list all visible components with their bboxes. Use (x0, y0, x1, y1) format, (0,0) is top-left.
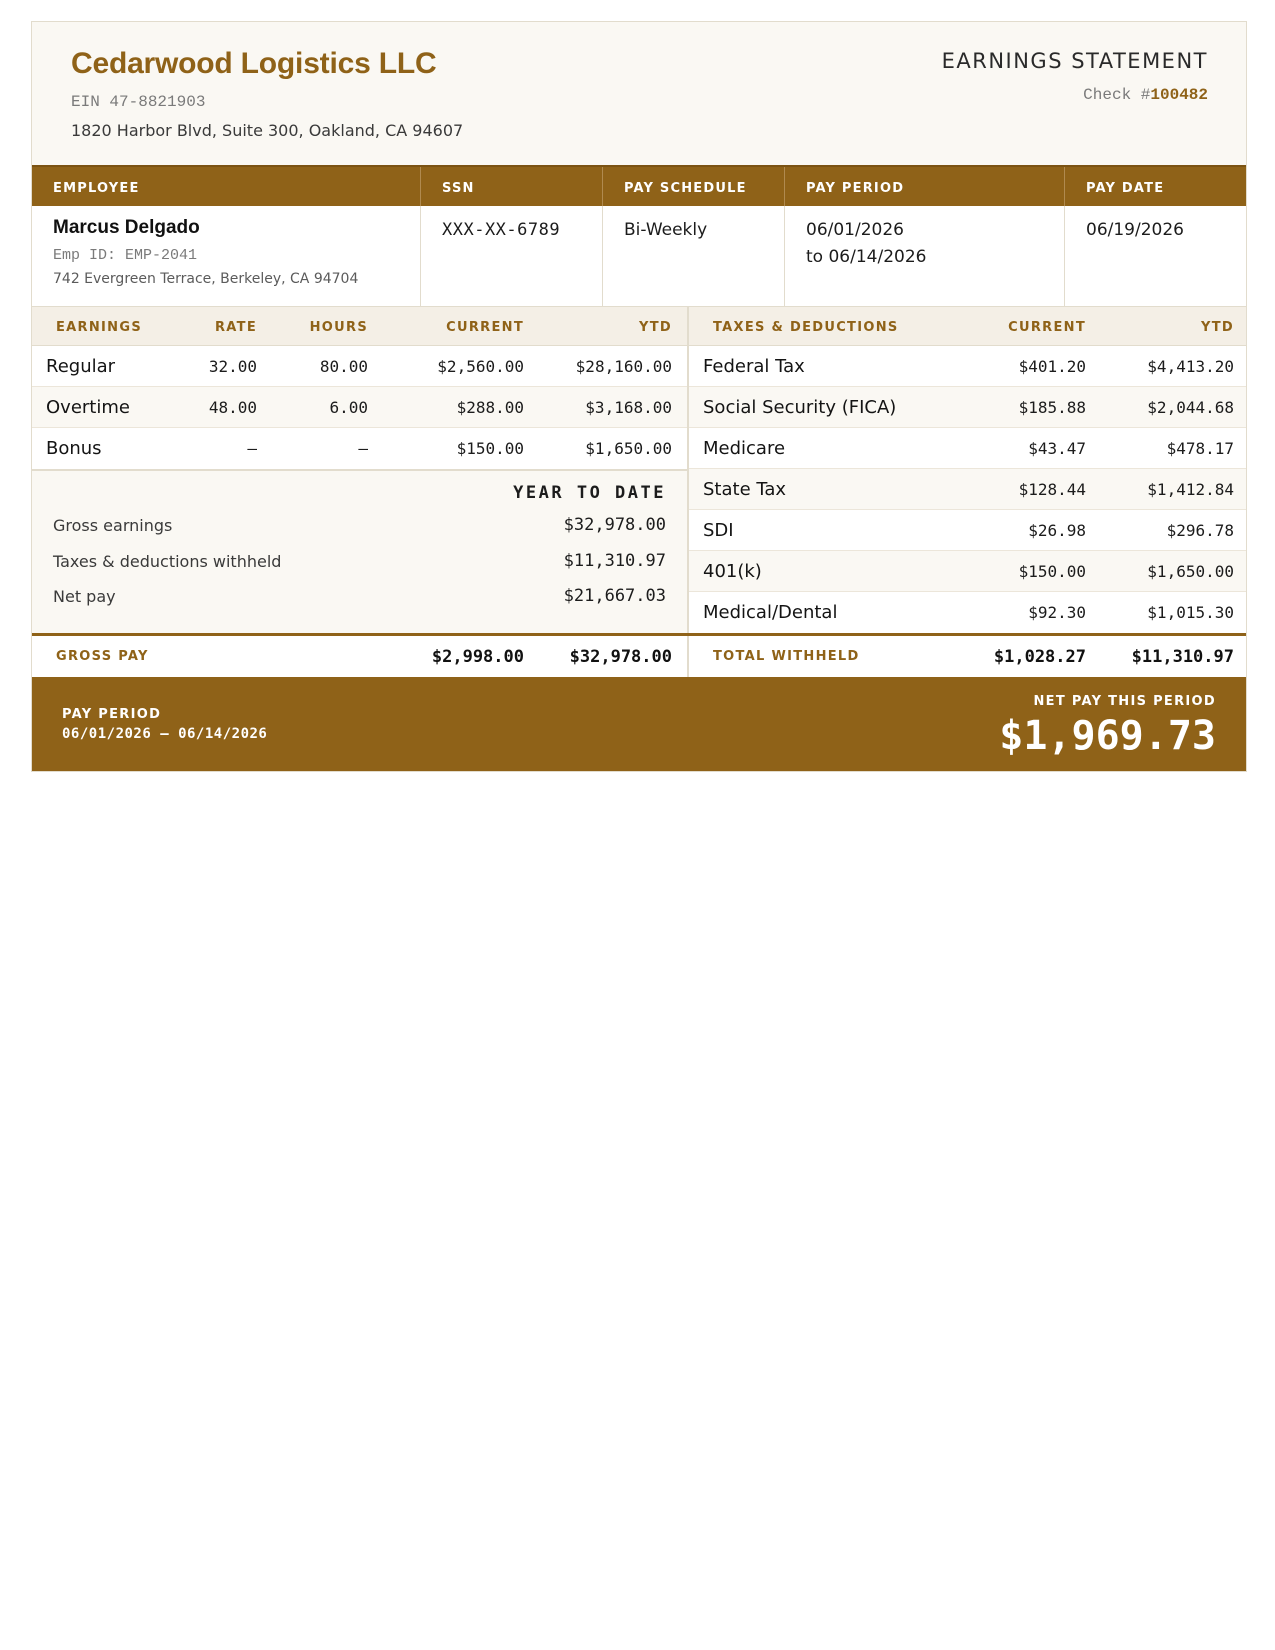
pay-date-value: 06/19/2026 (1086, 220, 1184, 240)
table-row (32, 428, 687, 469)
check-prefix: Check # (1083, 86, 1151, 104)
deductions-col-current: CURRENT (1008, 320, 1086, 335)
earning-current: $288.00 (456, 397, 524, 417)
deduction-ytd: $2,044.68 (1147, 397, 1234, 417)
check-number-line (1083, 86, 1208, 104)
table-row (689, 428, 1246, 469)
deduction-ytd: $1,650.00 (1147, 561, 1234, 581)
total-withheld-current: $1,028.27 (993, 646, 1086, 667)
earning-current: $2,560.00 (437, 356, 524, 376)
total-withheld-ytd: $11,310.97 (1131, 646, 1234, 667)
footer-period-label: PAY PERIOD (62, 707, 162, 722)
document-title: EARNINGS STATEMENT (941, 49, 1208, 73)
ytd-value: $21,667.03 (563, 586, 666, 606)
earnings-col-rate: RATE (214, 320, 257, 335)
deduction-current: $150.00 (1018, 561, 1086, 581)
deduction-label: 401(k) (703, 560, 762, 582)
ytd-value: $32,978.00 (563, 515, 666, 535)
gross-pay-label: GROSS PAY (56, 649, 149, 664)
gross-pay-current: $2,998.00 (431, 646, 524, 667)
earning-label: Overtime (46, 396, 130, 418)
ytd-value: $11,310.97 (563, 551, 666, 571)
deductions-col-ytd: YTD (1201, 320, 1234, 335)
net-pay-amount: $1,969.73 (999, 713, 1216, 759)
company-address: 1820 Harbor Blvd, Suite 300, Oakland, CA 94607 (71, 121, 464, 140)
totals-row (32, 633, 1246, 677)
ytd-summary-title: YEAR TO DATE (513, 483, 666, 503)
earnings-header-row (32, 307, 687, 346)
earning-hours: 80.00 (319, 356, 368, 376)
ytd-row (53, 515, 666, 535)
ytd-label: Taxes & deductions withheld (53, 551, 282, 571)
deduction-label: Federal Tax (703, 355, 805, 377)
company-name: Cedarwood Logistics LLC (71, 47, 437, 80)
ssn-value: XXX-XX-6789 (442, 220, 561, 240)
total-withheld (689, 636, 1246, 677)
table-row (689, 387, 1246, 428)
table-row (32, 387, 687, 428)
deductions-header-row (689, 307, 1246, 346)
deduction-label: State Tax (703, 478, 787, 500)
ytd-summary (32, 469, 687, 631)
deduction-ytd: $1,412.84 (1147, 479, 1234, 499)
company-ein: EIN 47-8821903 (71, 93, 206, 111)
employee-id: Emp ID: EMP-2041 (53, 247, 198, 264)
deductions-table (689, 307, 1246, 633)
info-header-employee: EMPLOYEE (32, 167, 421, 206)
net-pay-footer (32, 677, 1246, 771)
deduction-label: Medical/Dental (703, 602, 838, 623)
deduction-current: $185.88 (1018, 397, 1086, 417)
earning-ytd: $28,160.00 (575, 356, 672, 376)
table-row (689, 346, 1246, 387)
earning-ytd: $3,168.00 (585, 397, 672, 417)
earnings-col-earnings: EARNINGS (56, 320, 142, 335)
table-row (689, 592, 1246, 633)
earning-label: Regular (46, 355, 116, 377)
deduction-label: SDI (703, 519, 734, 541)
ytd-label: Net pay (53, 586, 116, 606)
pay-schedule-cell (603, 206, 785, 306)
deduction-label: Medicare (703, 437, 786, 459)
deduction-ytd: $1,015.30 (1147, 603, 1234, 622)
earnings-statement (31, 21, 1247, 772)
ssn-cell (421, 206, 603, 306)
earning-hours: — (358, 439, 368, 458)
earnings-col-hours: HOURS (309, 320, 368, 335)
employee-cell (32, 206, 421, 306)
info-header-pay-period: PAY PERIOD (785, 167, 1065, 206)
ytd-label: Gross earnings (53, 515, 173, 535)
table-row (32, 346, 687, 387)
pay-period-cell (785, 206, 1065, 306)
info-header-pay-schedule: PAY SCHEDULE (603, 167, 785, 206)
deduction-ytd: $478.17 (1166, 438, 1234, 458)
info-header-pay-date: PAY DATE (1086, 181, 1165, 196)
table-row (689, 510, 1246, 551)
info-header-ssn: SSN (421, 167, 603, 206)
deduction-current: $26.98 (1028, 520, 1086, 540)
tables-section (32, 307, 1246, 633)
deduction-current: $401.20 (1018, 356, 1086, 376)
pay-period-start: 06/01/2026 (806, 220, 904, 240)
ytd-row (53, 586, 666, 606)
employee-address: 742 Evergreen Terrace, Berkeley, CA 94704 (53, 271, 359, 287)
deduction-current: $92.30 (1028, 603, 1086, 622)
net-pay-label: NET PAY THIS PERIOD (1033, 694, 1216, 709)
earnings-table (32, 307, 689, 633)
earning-hours: 6.00 (329, 397, 368, 417)
total-withheld-label: TOTAL WITHHELD (713, 649, 860, 664)
ytd-row (53, 551, 666, 571)
footer-period-range: 06/01/2026 – 06/14/2026 (62, 726, 268, 742)
table-row (689, 551, 1246, 592)
earning-label: Bonus (46, 438, 102, 459)
earning-current: $150.00 (456, 439, 524, 458)
pay-period-end: to 06/14/2026 (806, 247, 927, 267)
deduction-ytd: $296.78 (1166, 520, 1234, 540)
pay-schedule-value: Bi-Weekly (624, 220, 708, 240)
deduction-label: Social Security (FICA) (703, 396, 897, 418)
earnings-col-current: CURRENT (446, 320, 524, 335)
gross-pay-ytd: $32,978.00 (569, 646, 672, 667)
employee-name: Marcus Delgado (53, 217, 200, 238)
earning-rate: 48.00 (208, 397, 257, 417)
info-body-row (32, 206, 1246, 307)
table-row (689, 469, 1246, 510)
statement-header (32, 22, 1246, 165)
pay-date-cell (1065, 206, 1246, 306)
deduction-current: $128.44 (1018, 479, 1086, 499)
earnings-col-ytd: YTD (639, 320, 672, 335)
earning-rate: 32.00 (208, 356, 257, 376)
info-header-row (32, 165, 1246, 206)
earning-rate: — (247, 439, 257, 458)
earning-ytd: $1,650.00 (585, 439, 672, 458)
deduction-ytd: $4,413.20 (1147, 356, 1234, 376)
deductions-col-label: TAXES & DEDUCTIONS (713, 320, 899, 335)
deduction-current: $43.47 (1028, 438, 1086, 458)
check-number: 100482 (1150, 86, 1208, 104)
gross-pay-total (32, 636, 689, 677)
